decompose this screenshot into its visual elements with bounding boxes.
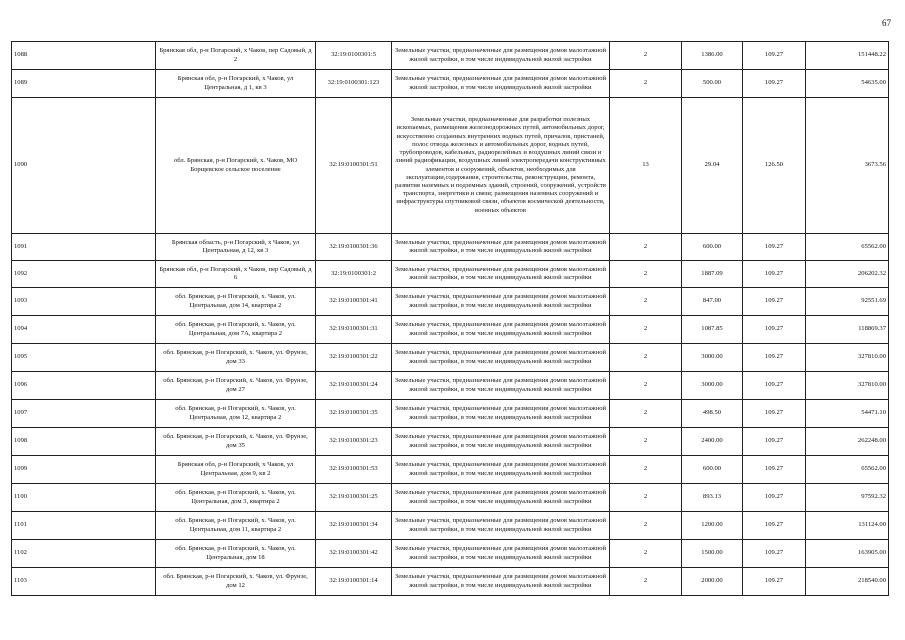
row-cost: 262248.00: [806, 428, 889, 456]
table-row: [12, 234, 889, 261]
row-address: обл. Брянская, р-н Погарский, х. Чаков, ул. Центральная, дом 14, квартира 2: [156, 288, 316, 316]
row-rate: 109.27: [743, 456, 806, 484]
row-category: 2: [610, 42, 682, 70]
row-cadastral-number: 32:19:0100301:5: [316, 42, 392, 70]
row-address: Брянская обл, р-н Погарский, х Чаков, ул Центральная, дом 9, кв 2: [156, 456, 316, 484]
row-cost: 151448.22: [806, 42, 889, 70]
row-category: 2: [610, 372, 682, 400]
row-cadastral-number: 32:19:0100301:31: [316, 316, 392, 344]
row-cost: 218540.00: [806, 568, 889, 596]
row-area: 893.13: [682, 484, 743, 512]
row-cadastral-number: 32:19:0100301:51: [316, 98, 392, 234]
row-cost: 97592.32: [806, 484, 889, 512]
row-cadastral-number: 32:19:0100301:53: [316, 456, 392, 484]
row-number: 1089: [12, 70, 156, 98]
row-land-use: Земельные участки, предназначенные для разработки полезных ископаемых, размещения железнодорожных путей, автомобильных дорог, искусственно созданных внутренних водных путей, причалов, пристаней, полос отвода железных и автомобильных дорог, водных путей, трубопроводов, кабельных, радиорелейных и воздушных линий связи и линий радиофикации, воздушных линий электропередачи конструктивных элементов и сооружений, объектов, необходимых для эксплуатации,содержания, строительства, реконструкции, ремонта, развития наземных и подземных зданий, строений, сооружений, устройств транспорта, энергетики и связи; размещения наземных сооружений и инфраструктуры спутниковой связи, объектов космической деятельности, военных объектов: [392, 98, 610, 234]
table-body: [12, 42, 889, 596]
row-land-use: Земельные участки, предназначенные для размещения домов малоэтажной жилой застройки, в том числе индивидуальной жилой застройки: [392, 316, 610, 344]
row-number: 1101: [12, 512, 156, 540]
row-cost: 131124.00: [806, 512, 889, 540]
row-cadastral-number: 32:19:0100301:14: [316, 568, 392, 596]
row-category: 2: [610, 400, 682, 428]
row-number: 1088: [12, 42, 156, 70]
row-cost: 163905.00: [806, 540, 889, 568]
row-area: 1087.85: [682, 316, 743, 344]
row-rate: 109.27: [743, 400, 806, 428]
row-rate: 109.27: [743, 568, 806, 596]
row-area: 3000.00: [682, 372, 743, 400]
row-rate: 109.27: [743, 512, 806, 540]
row-land-use: Земельные участки, предназначенные для размещения домов малоэтажной жилой застройки, в том числе индивидуальной жилой застройки: [392, 42, 610, 70]
row-rate: 109.27: [743, 540, 806, 568]
row-address: обл. Брянская, р-н Погарский, х. Чаков, ул. Фрунзе, дом 12: [156, 568, 316, 596]
row-land-use: Земельные участки, предназначенные для размещения домов малоэтажной жилой застройки, в том числе индивидуальной жилой застройки: [392, 288, 610, 316]
row-area: 600.00: [682, 234, 743, 261]
row-area: 1200.00: [682, 512, 743, 540]
row-rate: 109.27: [743, 261, 806, 288]
row-cadastral-number: 32:19:0100301:25: [316, 484, 392, 512]
table-row: [12, 400, 889, 428]
row-rate: 109.27: [743, 70, 806, 98]
row-cost: 54471.10: [806, 400, 889, 428]
row-cadastral-number: 32:19:0100301:123: [316, 70, 392, 98]
row-address: обл. Брянская, р-н Погарский, х. Чаков, ул. Фрунзе, дом 35: [156, 428, 316, 456]
row-category: 2: [610, 512, 682, 540]
row-land-use: Земельные участки, предназначенные для размещения домов малоэтажной жилой застройки, в том числе индивидуальной жилой застройки: [392, 540, 610, 568]
row-cadastral-number: 32:19:0100301:42: [316, 540, 392, 568]
row-cost: 327810.00: [806, 372, 889, 400]
table-row: [12, 98, 889, 234]
row-number: 1090: [12, 98, 156, 234]
row-cadastral-number: 32:19:0100301:22: [316, 344, 392, 372]
row-number: 1094: [12, 316, 156, 344]
table-row: [12, 42, 889, 70]
row-land-use: Земельные участки, предназначенные для размещения домов малоэтажной жилой застройки, в том числе индивидуальной жилой застройки: [392, 234, 610, 261]
row-number: 1102: [12, 540, 156, 568]
row-area: 847.00: [682, 288, 743, 316]
row-number: 1100: [12, 484, 156, 512]
row-address: обл. Брянская, р-н Погарский, х. Чаков, ул. Центральная, дом 3, квартира 2: [156, 484, 316, 512]
row-address: обл. Брянская, р-н Погарский, х. Чаков, ул. Фрунзе, дом 27: [156, 372, 316, 400]
row-number: 1093: [12, 288, 156, 316]
row-area: 500.00: [682, 70, 743, 98]
table-row: [12, 568, 889, 596]
row-address: обл. Брянская, р-н Погарский, х. Чаков, МО Борщевское сельское поселение: [156, 98, 316, 234]
row-category: 2: [610, 316, 682, 344]
row-cost: 118869.37: [806, 316, 889, 344]
row-rate: 109.27: [743, 484, 806, 512]
row-land-use: Земельные участки, предназначенные для размещения домов малоэтажной жилой застройки, в том числе индивидуальной жилой застройки: [392, 400, 610, 428]
row-address: Брянская обл, р-н Погарский, х Чаков, ул Центральная, д 1, кв 3: [156, 70, 316, 98]
row-cadastral-number: 32:19:0100301:2: [316, 261, 392, 288]
row-cost: 54635.00: [806, 70, 889, 98]
row-area: 3000.00: [682, 344, 743, 372]
row-category: 2: [610, 428, 682, 456]
table-row: [12, 456, 889, 484]
row-area: 1887.09: [682, 261, 743, 288]
row-area: 2000.00: [682, 568, 743, 596]
table-row: [12, 288, 889, 316]
row-rate: 109.27: [743, 344, 806, 372]
row-address: Брянская обл, р-н Погарский, х Чаков, пер Садовый, д 6: [156, 261, 316, 288]
row-cost: 65562.00: [806, 456, 889, 484]
row-number: 1099: [12, 456, 156, 484]
row-area: 1386.00: [682, 42, 743, 70]
row-address: Брянская обл, р-н Погарский, х Чаков, пер Садовый, д 2: [156, 42, 316, 70]
row-category: 2: [610, 261, 682, 288]
row-address: обл. Брянская, р-н Погарский, х. Чаков, ул. Центральная, дом 11, квартира 2: [156, 512, 316, 540]
table-row: [12, 484, 889, 512]
row-rate: 109.27: [743, 288, 806, 316]
row-address: Брянская область, р-н Погарский, х Чаков, ул Центральная, д 12, кв 3: [156, 234, 316, 261]
row-number: 1091: [12, 234, 156, 261]
row-category: 13: [610, 98, 682, 234]
table-row: [12, 512, 889, 540]
row-cadastral-number: 32:19:0100301:34: [316, 512, 392, 540]
land-plots-table: [11, 41, 889, 596]
row-number: 1096: [12, 372, 156, 400]
row-cost: 92551.69: [806, 288, 889, 316]
table-row: [12, 372, 889, 400]
row-cost: 327810.00: [806, 344, 889, 372]
row-rate: 109.27: [743, 428, 806, 456]
table-row: [12, 316, 889, 344]
row-number: 1098: [12, 428, 156, 456]
row-land-use: Земельные участки, предназначенные для размещения домов малоэтажной жилой застройки, в том числе индивидуальной жилой застройки: [392, 70, 610, 98]
row-cost: 3673.56: [806, 98, 889, 234]
row-number: 1097: [12, 400, 156, 428]
row-rate: 109.27: [743, 316, 806, 344]
row-land-use: Земельные участки, предназначенные для размещения домов малоэтажной жилой застройки, в том числе индивидуальной жилой застройки: [392, 428, 610, 456]
row-area: 498.50: [682, 400, 743, 428]
row-category: 2: [610, 234, 682, 261]
row-rate: 126.50: [743, 98, 806, 234]
row-cadastral-number: 32:19:0100301:35: [316, 400, 392, 428]
row-address: обл. Брянская, р-н Погарский, х. Чаков, ул. Центральная, дом 18: [156, 540, 316, 568]
row-cadastral-number: 32:19:0100301:36: [316, 234, 392, 261]
row-rate: 109.27: [743, 42, 806, 70]
row-number: 1092: [12, 261, 156, 288]
table-row: [12, 540, 889, 568]
row-cost: 65562.00: [806, 234, 889, 261]
row-cost: 206202.32: [806, 261, 889, 288]
row-land-use: Земельные участки, предназначенные для размещения домов малоэтажной жилой застройки, в том числе индивидуальной жилой застройки: [392, 344, 610, 372]
row-category: 2: [610, 344, 682, 372]
row-category: 2: [610, 288, 682, 316]
row-cadastral-number: 32:19:0100301:41: [316, 288, 392, 316]
row-category: 2: [610, 70, 682, 98]
row-area: 600.00: [682, 456, 743, 484]
table-row: [12, 428, 889, 456]
row-address: обл. Брянская, р-н Погарский, х. Чаков, ул. Центральная, дом 7А, квартира 2: [156, 316, 316, 344]
row-land-use: Земельные участки, предназначенные для размещения домов малоэтажной жилой застройки, в том числе индивидуальной жилой застройки: [392, 512, 610, 540]
table-row: [12, 344, 889, 372]
row-category: 2: [610, 456, 682, 484]
row-land-use: Земельные участки, предназначенные для размещения домов малоэтажной жилой застройки, в том числе индивидуальной жилой застройки: [392, 261, 610, 288]
row-cadastral-number: 32:19:0100301:23: [316, 428, 392, 456]
row-cadastral-number: 32:19:0100301:24: [316, 372, 392, 400]
row-area: 29.04: [682, 98, 743, 234]
table-row: [12, 261, 889, 288]
row-land-use: Земельные участки, предназначенные для размещения домов малоэтажной жилой застройки, в том числе индивидуальной жилой застройки: [392, 372, 610, 400]
row-land-use: Земельные участки, предназначенные для размещения домов малоэтажной жилой застройки, в том числе индивидуальной жилой застройки: [392, 456, 610, 484]
row-number: 1103: [12, 568, 156, 596]
row-number: 1095: [12, 344, 156, 372]
table-row: [12, 70, 889, 98]
row-area: 2400.00: [682, 428, 743, 456]
row-category: 2: [610, 540, 682, 568]
row-category: 2: [610, 568, 682, 596]
row-rate: 109.27: [743, 372, 806, 400]
row-area: 1500.00: [682, 540, 743, 568]
row-land-use: Земельные участки, предназначенные для размещения домов малоэтажной жилой застройки, в том числе индивидуальной жилой застройки: [392, 568, 610, 596]
row-land-use: Земельные участки, предназначенные для размещения домов малоэтажной жилой застройки, в том числе индивидуальной жилой застройки: [392, 484, 610, 512]
row-rate: 109.27: [743, 234, 806, 261]
page-number: 67: [882, 18, 891, 28]
row-category: 2: [610, 484, 682, 512]
row-address: обл. Брянская, р-н Погарский, х. Чаков, ул. Фрунзе, дом 33: [156, 344, 316, 372]
row-address: обл. Брянская, р-н Погарский, х. Чаков, ул. Центральная, дом 12, квартира 2: [156, 400, 316, 428]
